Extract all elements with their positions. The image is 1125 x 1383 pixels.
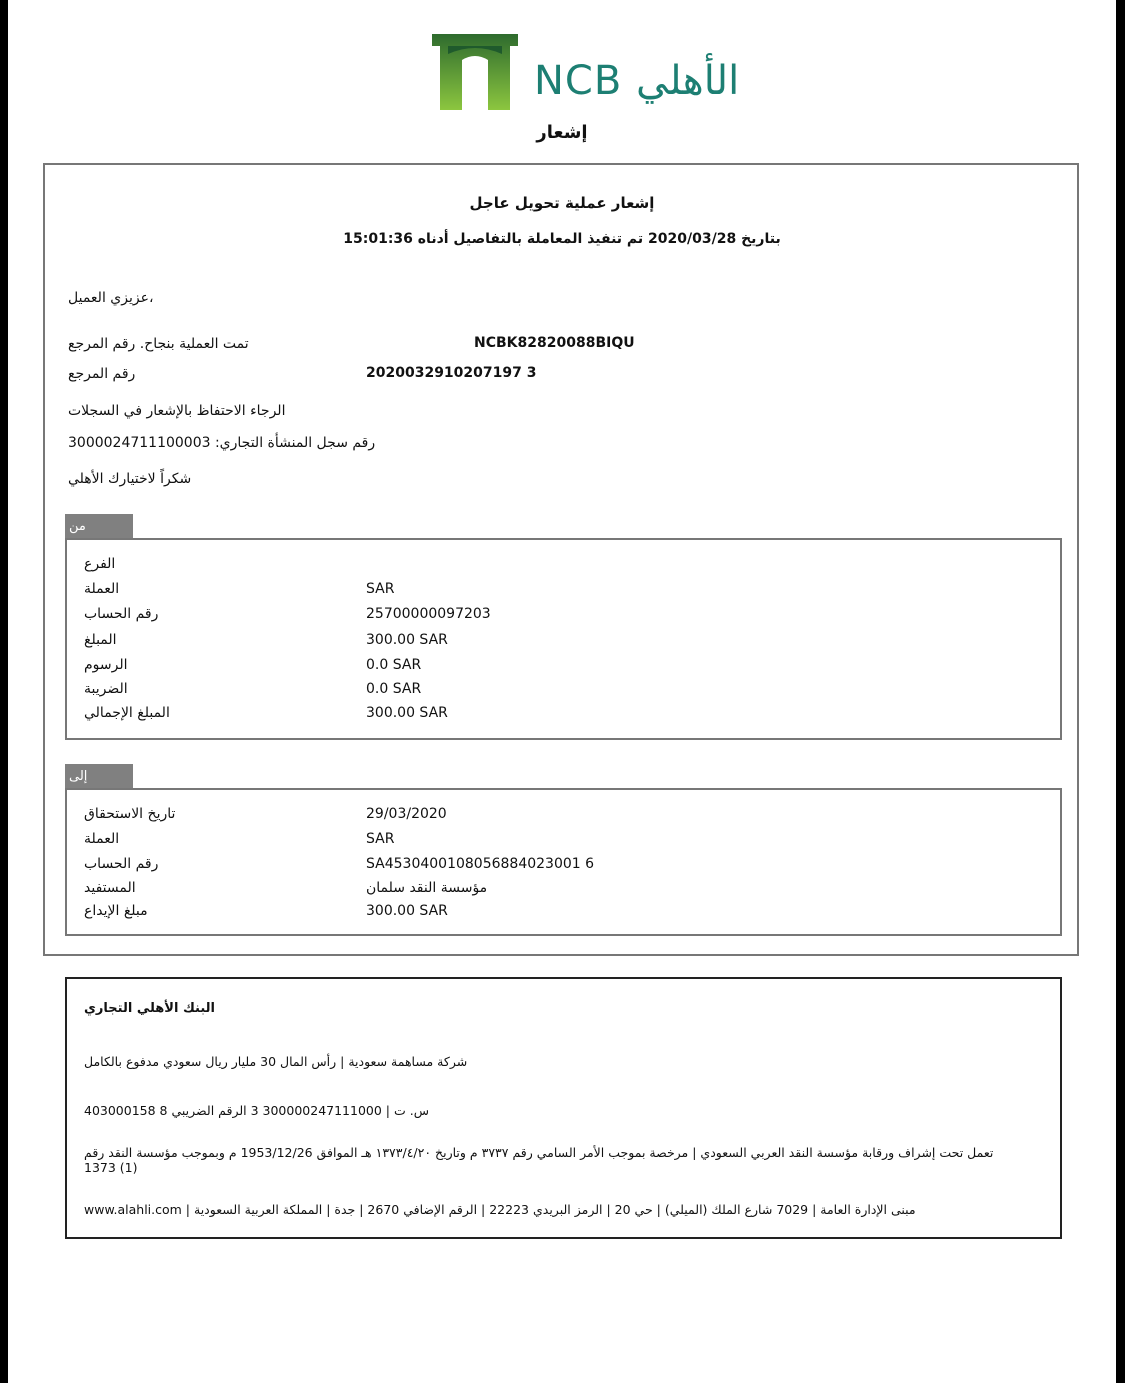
retain-note: الرجاء الاحتفاظ بالإشعار في السجلات	[68, 403, 286, 419]
row-value: 29/03/2020	[366, 806, 447, 822]
from-row	[84, 556, 684, 580]
row-value: 300.00 SAR	[366, 632, 448, 648]
row-value: 25700000097203	[366, 606, 491, 622]
row-label: تاريخ الاستحقاق	[84, 806, 176, 822]
row-value: 300.00 SAR	[366, 705, 448, 721]
from-row	[84, 632, 684, 656]
row-label: رقم الحساب	[84, 856, 159, 872]
footer-title: البنك الأهلي التجاري	[84, 1001, 216, 1016]
from-row	[84, 705, 684, 729]
from-row	[84, 581, 684, 605]
registration-note: رقم سجل المنشأة التجاري: 3000024711100003	[68, 435, 376, 451]
row-label: الفرع	[84, 556, 116, 572]
row-label: المستفيد	[84, 880, 136, 896]
reference-label: تمت العملية بنجاح. رقم المرجع	[68, 336, 249, 352]
row-label: المبلغ	[84, 632, 117, 648]
row-label: رقم الحساب	[84, 606, 159, 622]
row-value: 0.0 SAR	[366, 681, 422, 697]
logo-text: NCB الأهلي	[534, 58, 740, 104]
to-row	[84, 856, 784, 880]
row-label: العملة	[84, 581, 120, 597]
reference-value: NCBK82820088BIQU	[474, 335, 635, 351]
row-value: SAR	[366, 581, 395, 597]
greeting: عزيزي العميل،	[68, 290, 154, 306]
notice-heading: إشعار عملية تحويل عاجل	[469, 194, 655, 212]
from-row	[84, 606, 684, 630]
from-tag: من	[65, 514, 133, 539]
row-label: الرسوم	[84, 657, 128, 673]
from-row	[84, 681, 684, 705]
row-label: مبلغ الإيداع	[84, 903, 148, 919]
to-tag: إلى	[65, 764, 133, 789]
thanks-note: شكراً لاختيارك الأهلي	[68, 471, 192, 487]
from-row	[84, 657, 684, 681]
document-title: إشعار	[536, 122, 588, 143]
footer-line-address: www.alahli.com | مبنى الإدارة العامة | 7029 شارع الملك (الميلي) | حي 20 | الرمز البريدي 22223 | الرقم الإضافي 2670 | جدة | المملكة العربية السعودية	[84, 1202, 916, 1217]
reference2-value: 2020032910207197 3	[366, 365, 537, 381]
row-value: SA4530400108056884023001 6	[366, 856, 595, 872]
reference2-label: رقم المرجع	[68, 366, 136, 382]
row-value: 0.0 SAR	[366, 657, 422, 673]
row-value: 300.00 SAR	[366, 903, 448, 919]
page	[8, 0, 1116, 1383]
to-row	[84, 903, 784, 927]
to-row	[84, 880, 784, 904]
to-row	[84, 806, 784, 830]
row-value: مؤسسة النقد سلمان	[366, 880, 488, 896]
footer-line-license-number: 1373 (1)	[84, 1160, 138, 1175]
row-label: المبلغ الإجمالي	[84, 705, 170, 721]
row-label: العملة	[84, 831, 120, 847]
footer-line-registration: 403000158 8 س. ت | 300000247111000 3 الرقم الضريبي	[84, 1103, 429, 1118]
notice-subheading: 15:01:36 بتاريخ 2020/03/28 تم تنفيذ المعاملة بالتفاصيل أدناه	[343, 231, 781, 247]
footer-line-capital: شركة مساهمة سعودية | رأس المال 30 مليار ريال سعودي مدفوع بالكامل	[84, 1054, 468, 1069]
row-value: SAR	[366, 831, 395, 847]
row-label: الضريبة	[84, 681, 128, 697]
footer-line-license: تعمل تحت إشراف ورقابة مؤسسة النقد العربي السعودي | مرخصة بموجب الأمر السامي رقم ٣٧٣٧ م وتاريخ ١٣٧٣/٤/٢٠ هـ الموافق 1953/12/26 م وبموجب مؤسسة النقد رقم	[84, 1145, 994, 1160]
to-row	[84, 831, 784, 855]
